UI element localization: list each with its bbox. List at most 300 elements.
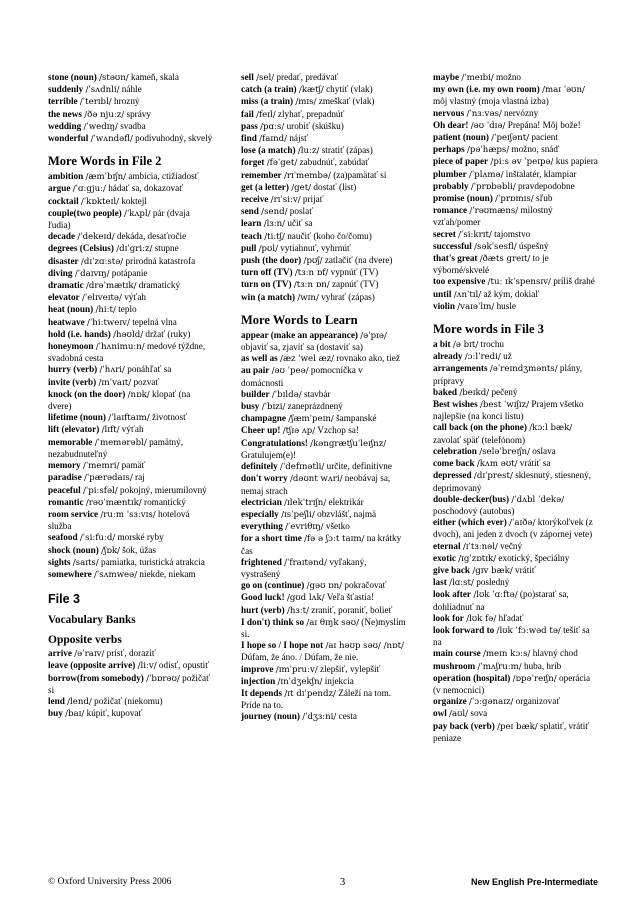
- vocab-translation: pokojný, mierumilovný: [120, 484, 207, 495]
- vocab-entry: [433, 339, 599, 351]
- copyright-footer: © Oxford University Press 2006: [48, 877, 172, 887]
- vocab-entry: [433, 422, 599, 445]
- vocab-translation: nájsť: [289, 133, 309, 144]
- vocab-pronunciation: /ˈfraɪtənd/: [284, 557, 328, 568]
- vocab-word: secret: [433, 228, 456, 239]
- vocab-pronunciation: /gɪv bæk/: [472, 565, 513, 576]
- vocab-translation: pomocníčka v domácnosti: [241, 365, 363, 388]
- vocab-word: peaceful: [48, 484, 81, 495]
- vocab-word: Good luck!: [241, 592, 285, 603]
- vocab-translation: zaneprázdnený: [287, 401, 343, 412]
- vocab-entry: [241, 497, 407, 509]
- vocab-translation: hľadať: [498, 612, 524, 623]
- vocab-entry: [48, 317, 214, 329]
- vocab-word: champagne: [241, 413, 286, 424]
- vocab-entry: [433, 708, 599, 720]
- vocab-pronunciation: /pʊʃ/: [303, 256, 323, 267]
- vocab-entry: [48, 424, 214, 436]
- vocab-translation: šampanské: [336, 413, 377, 424]
- vocab-entry: [241, 292, 407, 304]
- vocab-translation: prísť, doraziť: [106, 648, 156, 659]
- section-heading: More words in File 3: [433, 322, 544, 337]
- vocab-translation: hotelová služba: [48, 508, 190, 532]
- vocab-translation: požičať si: [48, 672, 211, 695]
- vocab-pronunciation: /nɒk/: [127, 389, 150, 400]
- vocab-entry: [241, 330, 407, 353]
- vocab-translation: posledný: [476, 577, 510, 588]
- vocab-translation: zraniť, poraniť, bolieť: [311, 604, 393, 615]
- vocab-entry: [433, 399, 599, 422]
- vocab-pronunciation: /maɪ ˈəʊn/: [542, 85, 585, 96]
- vocab-translation: medové týždne, svadobná cesta: [48, 341, 206, 364]
- vocab-translation: to je výborné/skvelé: [433, 253, 549, 276]
- vocab-entry: [241, 461, 407, 473]
- vocab-entry: [241, 711, 407, 723]
- vocab-pronunciation: /ˈelɪveɪtə/: [81, 293, 122, 304]
- vocab-word: appear (make an appearance): [241, 329, 358, 340]
- vocab-word: improve: [241, 663, 274, 674]
- vocab-pronunciation: /ˈaɪðə/: [509, 518, 536, 529]
- vocab-word: organize: [433, 696, 467, 707]
- vocab-word: receive: [241, 194, 269, 205]
- vocab-word: definitely: [241, 461, 278, 472]
- vocab-word: too expensive: [433, 276, 486, 287]
- vocab-word: exotic: [433, 552, 456, 563]
- vocab-pronunciation: /ˈbɪzi/: [261, 402, 286, 413]
- vocab-entry: [433, 458, 599, 470]
- vocab-entry: [433, 696, 599, 708]
- vocab-pronunciation: /ˈsʌmweə/: [94, 569, 138, 580]
- vocab-pronunciation: /ruːm ˈsɜːvɪs/: [100, 509, 156, 520]
- vocab-translation: pravdepodobne: [518, 180, 575, 191]
- vocab-word: look after: [433, 589, 472, 600]
- vocab-translation: pár (dvaja ľudia): [48, 207, 190, 231]
- vocab-word: owl: [433, 708, 447, 719]
- vocab-translation: životnosť: [151, 412, 188, 423]
- vocab-pronunciation: /feɪl/: [256, 109, 276, 120]
- vocab-pronunciation: /fəˈget/: [266, 158, 298, 169]
- vocab-entry: [48, 569, 214, 581]
- vocab-translation: zapnúť (TV): [331, 279, 379, 290]
- vocab-translation: (po)starať sa, dohliadnuť na: [433, 589, 569, 612]
- vocab-word: romance: [433, 205, 468, 216]
- vocab-translation: úspešný: [518, 240, 549, 251]
- vocab-translation: tepelná vlna: [132, 316, 177, 327]
- vocab-pronunciation: /əˈreɪndʒmənts/: [489, 364, 558, 375]
- vocab-entry: [433, 156, 599, 168]
- vocab-pronunciation: /pəˈhæps/: [466, 145, 510, 156]
- vocab-translation: možno: [496, 72, 522, 82]
- vocab-pronunciation: /səkˈsesfl/: [474, 241, 517, 252]
- vocab-word: sell: [241, 72, 254, 82]
- vocab-pronunciation: /kʌm əʊt/: [476, 459, 518, 470]
- vocab-word: I hope so / I hope not: [241, 640, 324, 651]
- vocab-pronunciation: /ɪsˈpeʃli/: [281, 509, 315, 520]
- vocab-pronunciation: /lʊk fə/: [466, 613, 497, 624]
- vocab-entry: [433, 84, 599, 107]
- vocab-word: electrician: [241, 496, 282, 507]
- vocab-word: go on (continue): [241, 580, 305, 591]
- vocab-word: probably: [433, 180, 469, 191]
- vocab-word: room service: [48, 508, 99, 519]
- vocab-entry: [433, 120, 599, 132]
- vocab-entry: [241, 580, 407, 592]
- vocab-translation: vyľakaný, vystrašený: [241, 556, 367, 579]
- vocab-word: hurry (verb): [48, 364, 98, 375]
- vocab-translation: výťah: [124, 292, 146, 303]
- vocab-entry: [433, 229, 599, 241]
- vocab-entry: [48, 268, 214, 280]
- vocab-word: Oh dear!: [433, 119, 469, 130]
- vocab-pronunciation: /ˈprɒmɪs/: [495, 194, 534, 205]
- vocab-entry: [433, 241, 599, 253]
- vocab-word: degrees (Celsius): [48, 243, 114, 254]
- vocab-translation: sľub: [536, 193, 553, 204]
- vocab-word: operation (hospital): [433, 672, 511, 683]
- vocab-translation: husle: [496, 300, 516, 311]
- vocab-translation: pamätný, nezabudnuteľný: [48, 436, 183, 459]
- vocab-word: memory: [48, 460, 81, 471]
- vocab-pronunciation: /kəngrætʃuˈleɪʃnz/: [310, 438, 387, 449]
- vocab-translation: urobiť (skúšku): [286, 120, 344, 131]
- vocab-translation: zabudnúť, zabúdať: [299, 157, 370, 168]
- vocab-pronunciation: /ˈhʌnimuːn/: [95, 342, 145, 353]
- vocab-word: violin: [433, 300, 455, 311]
- vocab-word: stone (noun): [48, 72, 97, 82]
- vocab-word: don't worry: [241, 473, 288, 484]
- vocab-translation: večný: [500, 540, 523, 551]
- vocab-translation: zmeškať (vlak): [318, 96, 375, 107]
- vocab-word: mushroom: [433, 660, 476, 671]
- vocab-translation: obzvlášť, najmä: [317, 508, 377, 519]
- vocab-entry: [48, 133, 214, 145]
- vocab-entry: [241, 521, 407, 533]
- vocab-pronunciation: /ɪˈtɜːnəl/: [462, 541, 498, 552]
- vocab-pronunciation: /faɪnd/: [259, 134, 288, 145]
- vocab-entry: [433, 351, 599, 363]
- vocab-entry: [48, 557, 214, 569]
- vocab-entry: [433, 541, 599, 553]
- vocab-entry: [241, 121, 407, 133]
- vocab-pronunciation: /æmˈbɪʃn/: [85, 172, 127, 183]
- vocab-translation: Gratulujem(e)!: [241, 449, 297, 460]
- vocab-pronunciation: /ɔːlˈredi/: [464, 352, 501, 363]
- vocab-translation: koktejl: [121, 195, 147, 206]
- vocab-word: couple(two people): [48, 207, 122, 218]
- vocab-entry: [241, 84, 407, 96]
- vocab-translation: pokračovať: [344, 580, 387, 591]
- vocab-pronunciation: /ɪgˈzɒtɪk/: [458, 553, 497, 564]
- vocab-translation: Záleží na tom. Príde na to.: [241, 687, 392, 711]
- vocab-pronunciation: /ɪnˈdʒekʃn/: [277, 676, 323, 687]
- vocab-word: wonderful: [48, 133, 89, 144]
- vocab-pronunciation: /ɪnˈvaɪt/: [98, 377, 132, 388]
- vocab-entry: [433, 108, 599, 120]
- vocab-translation: poschodový (autobus): [433, 505, 515, 516]
- vocab-word: promise (noun): [433, 193, 493, 204]
- vocab-entry: [433, 181, 599, 193]
- vocab-translation: pamäť: [121, 460, 146, 471]
- vocab-entry: [48, 341, 214, 364]
- vocab-pronunciation: /əˈpɪə/: [360, 330, 387, 341]
- vocab-translation: hrozný: [114, 96, 140, 107]
- vocab-entry: [48, 708, 214, 720]
- vocab-translation: splatiť, vrátiť peniaze: [433, 720, 590, 743]
- vocab-word: honeymoon: [48, 341, 94, 352]
- vocab-word: elevator: [48, 292, 80, 303]
- vocab-word: win (a match): [241, 291, 296, 302]
- vocab-word: already: [433, 351, 463, 362]
- vocab-translation: určite, definitívne: [326, 461, 392, 472]
- vocab-pronunciation: /fə ə ʃɔːt taɪm/: [304, 534, 365, 545]
- vocab-entry: [241, 413, 407, 425]
- vocab-word: turn off (TV): [241, 267, 293, 278]
- vocab-word: seafood: [48, 532, 78, 543]
- vocab-translation: Prepána! Môj bože!: [507, 119, 581, 130]
- vocab-word: patient (noun): [433, 132, 489, 143]
- vocab-translation: učiť sa: [287, 218, 313, 229]
- vocab-entry: [433, 253, 599, 276]
- vocab-translation: kameň, skala: [130, 72, 179, 82]
- vocab-word: frightened: [241, 556, 282, 567]
- vocab-word: main course: [433, 648, 481, 659]
- vocab-pronunciation: /dɪˈprest/: [473, 471, 513, 482]
- vocab-pronunciation: /tɜːn ɒf/: [294, 268, 329, 279]
- vocab-word: nervous: [433, 107, 465, 118]
- vocab-entry: [48, 121, 214, 133]
- vocab-translation: dekáda, desaťročie: [116, 231, 187, 242]
- vocab-word: paradise: [48, 472, 82, 483]
- vocab-entry: [48, 460, 214, 472]
- column-2: [241, 72, 407, 724]
- vocab-pronunciation: /ˈdʌbl ˈdekə/: [511, 494, 565, 505]
- vocab-translation: vytiahnuť, vyhrnúť: [280, 242, 351, 253]
- vocab-entry: [48, 377, 214, 389]
- vocab-entry: [48, 545, 214, 557]
- vocab-pronunciation: /pʊl/: [258, 243, 278, 254]
- vocab-word: for a short time: [241, 533, 302, 544]
- vocab-translation: rovnako ako, tiež: [336, 353, 400, 364]
- vocab-entry: [241, 206, 407, 218]
- vocab-pronunciation: /ˈpeɪʃənt/: [491, 133, 530, 144]
- vocab-pronunciation: /piːs əv ˈpeɪpə/: [490, 157, 554, 168]
- vocab-translation: správy: [126, 108, 151, 119]
- vocab-word: look forward to: [433, 624, 495, 635]
- vocab-pronunciation: /aʊl/: [449, 709, 469, 720]
- vocab-entry: [241, 676, 407, 688]
- vocab-word: lift (elevator): [48, 424, 100, 435]
- vocab-translation: klopať (na dvere): [48, 388, 191, 412]
- vocab-word: Best wishes: [433, 399, 478, 410]
- vocab-entry: [241, 157, 407, 169]
- vocab-translation: až kým, dokiaľ: [483, 288, 540, 299]
- vocab-entry: [48, 196, 214, 208]
- vocab-pronunciation: /mɪs/: [295, 97, 317, 108]
- vocab-entry: [433, 721, 599, 744]
- vocab-pronunciation: /ˈterɪbl/: [79, 97, 112, 108]
- vocab-entry: [241, 267, 407, 279]
- vocab-pronunciation: /həʊld/: [113, 329, 144, 340]
- vocab-entry: [48, 208, 214, 231]
- vocab-translation: romantický: [144, 496, 186, 507]
- vocab-pronunciation: /ˈwʌndəfl/: [90, 134, 133, 145]
- column-3: [433, 72, 599, 744]
- vocab-translation: morské ryby: [117, 532, 164, 543]
- vocab-pronunciation: /ðə njuːz/: [84, 109, 125, 120]
- section-heading: More Words in File 2: [48, 154, 162, 169]
- vocab-pronunciation: /vaɪəˈlɪn/: [457, 301, 495, 312]
- vocab-entry: [48, 509, 214, 532]
- vocab-entry: [433, 589, 599, 612]
- vocab-pronunciation: /dɪˈgriːz/: [116, 244, 153, 255]
- vocab-translation: hlavný chod: [532, 648, 578, 659]
- vocab-translation: prírodná katastrofa: [125, 255, 196, 266]
- vocab-entry: [241, 243, 407, 255]
- vocab-entry: [241, 365, 407, 388]
- vocab-pronunciation: /ˈdʒɜːni/: [302, 712, 337, 723]
- vocab-pronunciation: /ˈɑːgjuː/: [72, 184, 106, 195]
- vocab-translation: Dúfam, že áno. / Dúfam, že nie.: [241, 652, 359, 663]
- section-heading: More Words to Learn: [241, 312, 358, 327]
- vocab-entry: [433, 205, 599, 228]
- vocab-word: find: [241, 133, 257, 144]
- vocab-translation: tajomstvo: [494, 228, 531, 239]
- vocab-word: a bit: [433, 339, 451, 350]
- vocab-translation: ambícia, ctižiadosť: [128, 171, 199, 182]
- vocab-word: send: [241, 206, 259, 217]
- vocab-entry: [241, 255, 407, 267]
- vocab-translation: Prajem všetko najlepšie (na konci listu): [433, 399, 584, 422]
- vocab-word: injection: [241, 675, 276, 686]
- vocab-word: It depends: [241, 687, 283, 698]
- vocab-translation: milostný vzťah/pomer: [433, 205, 553, 228]
- vocab-pronunciation: /lɜːn/: [263, 219, 286, 230]
- vocab-pronunciation: /hiːt/: [95, 305, 116, 316]
- vocab-word: baked: [433, 386, 458, 397]
- vocab-entry: [433, 648, 599, 660]
- vocab-word: come back: [433, 458, 475, 469]
- vocab-entry: [241, 96, 407, 108]
- vocab-entry: [241, 425, 407, 437]
- vocab-translation: exotický, špeciálny: [498, 552, 570, 563]
- vocab-entry: [241, 182, 407, 194]
- vocab-entry: [433, 193, 599, 205]
- vocab-pronunciation: /tuː ɪkˈspensɪv/: [487, 277, 551, 288]
- vocab-pronunciation: /sel/: [256, 73, 275, 83]
- vocab-word: especially: [241, 508, 279, 519]
- vocab-word: builder: [241, 388, 270, 399]
- vocab-entry: [241, 194, 407, 206]
- vocab-word: journey (noun): [241, 711, 300, 722]
- vocab-translation: pamiatka, turistická atrakcia: [101, 556, 205, 567]
- vocab-word: until: [433, 288, 452, 299]
- vocab-entry: [48, 256, 214, 268]
- vocab-pronunciation: /ˈpiːsfəl/: [82, 485, 118, 496]
- vocab-pronunciation: /lɑːst/: [449, 578, 474, 589]
- vocab-word: terrible: [48, 96, 78, 107]
- vocab-word: lose (a match): [241, 145, 296, 156]
- vocab-word: lend: [48, 695, 65, 706]
- vocab-translation: pacient: [531, 132, 558, 143]
- vocab-pronunciation: /ˈmʌʃruːm/: [477, 661, 522, 672]
- vocab-translation: naučiť (koho čo/čomu): [287, 230, 372, 241]
- vocab-entry: [48, 648, 214, 660]
- vocab-entry: [241, 109, 407, 121]
- vocab-entry: [433, 565, 599, 577]
- vocab-word: Congratulations!: [241, 437, 308, 448]
- vocab-word: get (a letter): [241, 181, 289, 192]
- vocab-translation: môj vlastný (moja vlastná izba): [433, 96, 549, 107]
- vocab-entry: [48, 696, 214, 708]
- vocab-word: miss (a train): [241, 96, 294, 107]
- vocab-translation: chytiť (vlak): [326, 84, 373, 95]
- vocab-word: turn on (TV): [241, 279, 292, 290]
- vocab-entry: [241, 509, 407, 521]
- vocab-pronunciation: /tɜːn ɒn/: [293, 280, 330, 291]
- vocab-word: the news: [48, 108, 82, 119]
- vocab-word: heat (noun): [48, 304, 94, 315]
- vocab-pronunciation: /ˈplʌmə/: [469, 169, 504, 180]
- vocab-entry: [48, 171, 214, 183]
- vocab-entry: [433, 613, 599, 625]
- vocab-translation: objaviť sa, zjaviť sa (dostaviť sa): [241, 342, 363, 353]
- vocab-pronunciation: /ʃæmˈpeɪn/: [288, 414, 334, 425]
- vocab-pronunciation: /ˈwedɪŋ/: [83, 121, 118, 132]
- vocab-pronunciation: /ˈmeɪbi/: [461, 73, 494, 83]
- vocab-word: pay back (verb): [433, 720, 495, 731]
- vocab-pronunciation: /ɪt dɪˈpendz/: [284, 688, 336, 699]
- vocab-translation: stavbár: [303, 388, 331, 399]
- vocab-entry: [241, 617, 407, 640]
- vocab-translation: vrátiť sa: [519, 458, 551, 469]
- vocab-pronunciation: /ɪmˈpruːv/: [275, 664, 318, 675]
- vocab-pronunciation: /ɪlekˈtrɪʃn/: [284, 497, 327, 508]
- vocab-word: heatwave: [48, 316, 85, 327]
- vocab-pronunciation: /ˈmemərəbl/: [94, 437, 147, 448]
- vocab-pronunciation: /stəʊn/: [99, 73, 129, 83]
- vocab-pronunciation: /kætʃ/: [298, 85, 324, 96]
- vocab-pronunciation: /hɜːt/: [286, 605, 309, 616]
- vocab-pronunciation: /ˈlaɪftaɪm/: [108, 413, 150, 424]
- vocab-word: as well as: [241, 353, 278, 364]
- vocab-word: maybe: [433, 72, 460, 82]
- vocab-word: au pair: [241, 365, 270, 376]
- file-heading: File 3: [48, 592, 80, 607]
- vocab-word: decade: [48, 231, 76, 242]
- vocab-pronunciation: /aɪ θɪŋk səʊ/: [306, 617, 359, 628]
- vocab-word: diving: [48, 267, 73, 278]
- vocab-translation: raj: [135, 472, 145, 483]
- vocab-translation: plány, prípravy: [433, 363, 583, 386]
- vocab-word: either (which ever): [433, 517, 507, 528]
- vocab-translation: hádať sa, dokazovať: [108, 183, 184, 194]
- vocab-word: pass: [241, 120, 258, 131]
- vocab-entry: [433, 363, 599, 386]
- vocab-entry: [433, 517, 599, 540]
- vocab-translation: tešiť sa na: [433, 624, 590, 648]
- vocab-entry: [48, 183, 214, 195]
- vocab-pronunciation: /æz ˈwel æz/: [280, 354, 335, 365]
- vocab-translation: podivuhodný, skvelý: [135, 133, 213, 144]
- vocab-translation: inštalatér, klampiar: [505, 168, 577, 179]
- vocab-translation: huba, hríb: [523, 660, 562, 671]
- vocab-entry: [433, 446, 599, 458]
- vocab-entry: [48, 243, 214, 255]
- vocab-entry: [433, 577, 599, 589]
- vocab-translation: ktorýkoľvek (z dvoch), ani jeden z dvoch (v zápornej vete): [433, 517, 593, 540]
- vocab-pronunciation: /ə bɪt/: [452, 340, 479, 351]
- vocab-translation: organizovať: [515, 696, 561, 707]
